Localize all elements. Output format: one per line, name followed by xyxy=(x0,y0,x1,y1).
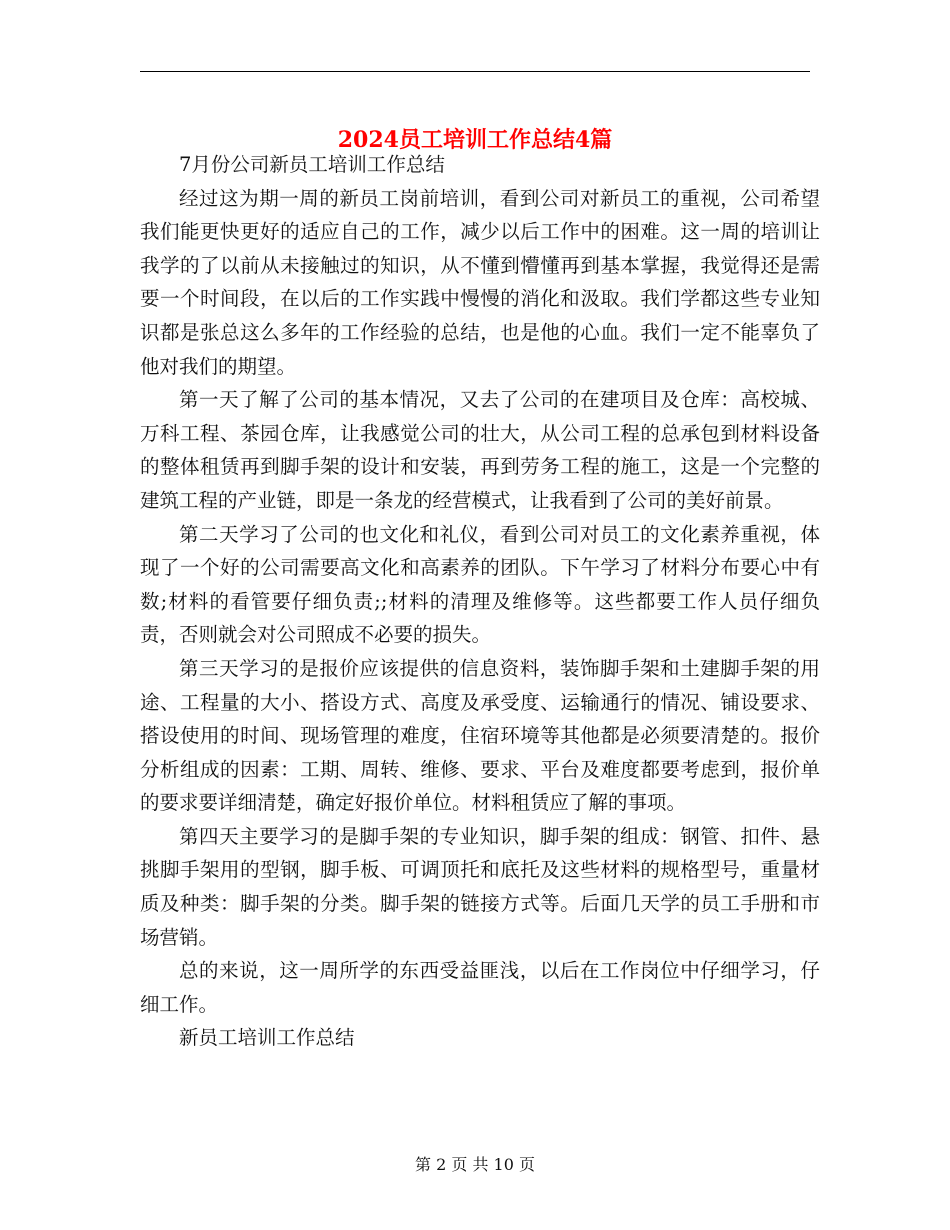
section-heading: 7月份公司新员工培训工作总结 xyxy=(179,153,445,176)
body-paragraph: 第二天学习了公司的也文化和礼仪，看到公司对员工的文化素养重视，体现了一个好的公司需要高文化和高素养的团队。下午学习了材料分布要心中有数;材料的看管要仔细负责;;材料的清理及维修等。这些都要工作人员仔细负责，否则就会对公司照成不必要的损失。 xyxy=(140,522,820,647)
body-paragraph: 总的来说，这一周所学的东西受益匪浅，以后在工作岗位中仔细学习，仔细工作。 xyxy=(140,959,820,1016)
body-paragraph: 第一天了解了公司的基本情况，又去了公司的在建项目及仓库：高校城、万科工程、茶园仓库，让我感觉公司的壮大，从公司工程的总承包到材料设备的整体租赁再到脚手架的设计和安装，再到劳务工程的施工，这是一个完整的建筑工程的产业链，即是一条龙的经营模式，让我看到了公司的美好前景。 xyxy=(140,388,820,512)
page-number: 第 2 页 共 10 页 xyxy=(415,1155,535,1174)
section-heading: 新员工培训工作总结 xyxy=(179,1026,355,1050)
document-title: 2024员工培训工作总结4篇 xyxy=(337,126,613,153)
body-paragraph: 第四天主要学习的是脚手架的专业知识，脚手架的组成：钢管、扣件、悬挑脚手架用的型钢，脚手板、可调顶托和底托及这些材料的规格型号，重量材质及种类：脚手架的分类。脚手架的链接方式等。后面几天学的员工手册和市场营销。 xyxy=(140,824,820,949)
header-rule xyxy=(140,71,810,72)
body-paragraph: 第三天学习的是报价应该提供的信息资料，装饰脚手架和土建脚手架的用途、工程量的大小、搭设方式、高度及承受度、运输通行的情况、铺设要求、搭设使用的时间、现场管理的难度，住宿环境等其他都是必须要清楚的。报价分析组成的因素：工期、周转、维修、要求、平台及难度都要考虑到，报价单的要求要详细清楚，确定好报价单位。材料租赁应了解的事项。 xyxy=(140,656,820,815)
body-paragraph: 经过这为期一周的新员工岗前培训，看到公司对新员工的重视，公司希望我们能更快更好的适应自己的工作，减少以后工作中的困难。这一周的培训让我学的了以前从未接触过的知识，从不懂到懵懂再到基本掌握，我觉得还是需要一个时间段，在以后的工作实践中慢慢的消化和汲取。我们学都这些专业知识都是张总这么多年的工作经验的总结，也是他的心血。我们一定不能辜负了他对我们的期望。 xyxy=(140,186,820,378)
document-body xyxy=(140,148,820,1055)
